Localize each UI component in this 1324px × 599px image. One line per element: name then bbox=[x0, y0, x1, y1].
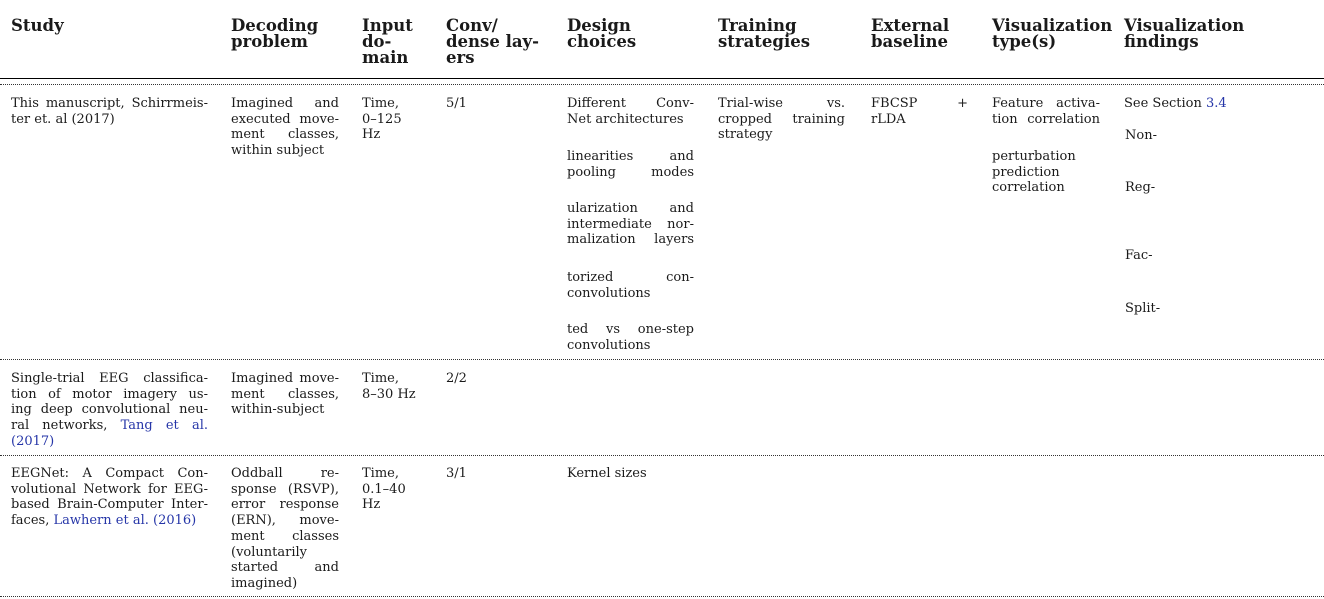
header-visualization-types: Visualization type(s) bbox=[992, 16, 1113, 51]
row1-visfind-item2: Reg- bbox=[1125, 180, 1156, 195]
header-rule-top bbox=[0, 78, 1324, 79]
row-divider-1 bbox=[0, 359, 1324, 360]
row1-design-item4: torized con- convolutions bbox=[567, 270, 694, 301]
header-conv-dense-layers: Conv/ dense lay- ers bbox=[446, 16, 539, 67]
section-link[interactable]: 3.4 bbox=[1206, 96, 1227, 111]
row2-study: Single-trial EEG classifica- tion of motor imagery us- ing deep convolutional neu- ral networks, Tang et al. (2017) bbox=[11, 371, 208, 449]
tang-citation-year[interactable]: (2017) bbox=[11, 433, 55, 449]
row1-design-item2: linearities and pooling modes bbox=[567, 149, 694, 180]
row3-study: EEGNet: A Compact Con- volutional Network for EEG- based Brain-Computer Inter- faces, Lawhern et al. (2016) bbox=[11, 466, 208, 529]
row1-design-item3: ularization and intermediate nor- malization layers bbox=[567, 201, 694, 248]
row1-visfind-item4: Split- bbox=[1125, 301, 1161, 316]
row1-study: This manuscript, Schirrmeis- ter et. al (2017) bbox=[11, 96, 208, 127]
row1-vistype-item1: Feature activa- tion correlation bbox=[992, 96, 1100, 127]
row2-conv: 2/2 bbox=[446, 371, 467, 386]
tang-citation-link[interactable]: Tang et al. bbox=[120, 418, 208, 434]
row1-visfind-item3: Fac- bbox=[1125, 248, 1153, 263]
header-rule-bottom bbox=[0, 84, 1324, 85]
row3-design: Kernel sizes bbox=[567, 466, 647, 481]
header-visualization-findings: Visualization findings bbox=[1124, 16, 1245, 51]
header-design-choices: Design choices bbox=[567, 16, 637, 51]
row1-design-item1: Different Conv- Net architectures bbox=[567, 96, 694, 127]
header-decoding-problem: Decoding problem bbox=[231, 16, 319, 51]
row1-visfind-item1: Non- bbox=[1125, 128, 1157, 143]
row1-training: Trial-wise vs. cropped training strategy bbox=[718, 96, 845, 143]
row2-decoding: Imagined move- ment classes, within-subject bbox=[231, 371, 339, 418]
row3-decoding: Oddball re- sponse (RSVP), error response (ERN), move- ment classes (voluntarily started and imagined) bbox=[231, 466, 339, 591]
row-divider-3 bbox=[0, 596, 1324, 597]
row1-vistype-item2: perturbation prediction correlation bbox=[992, 149, 1076, 196]
header-training-strategies: Training strategies bbox=[718, 16, 811, 51]
row1-conv: 5/1 bbox=[446, 96, 467, 111]
row1-decoding: Imagined and executed move- ment classes, within subject bbox=[231, 96, 339, 159]
row3-input: Time, 0.1–40 Hz bbox=[362, 466, 406, 513]
row-divider-2 bbox=[0, 455, 1324, 456]
header-input-domain: Input do- main bbox=[362, 16, 413, 67]
row2-input: Time, 8–30 Hz bbox=[362, 371, 416, 402]
row1-visfind-see-section: See Section 3.4 bbox=[1124, 96, 1227, 111]
row1-design-item5: ted vs one-step convolutions bbox=[567, 322, 694, 353]
lawhern-citation-link[interactable]: Lawhern et al. (2016) bbox=[53, 513, 197, 529]
row1-input: Time, 0–125 Hz bbox=[362, 96, 402, 143]
header-external-baseline: External baseline bbox=[871, 16, 950, 51]
row1-baseline: FBCSP + rLDA bbox=[871, 96, 968, 127]
header-study: Study bbox=[11, 16, 64, 35]
row3-conv: 3/1 bbox=[446, 466, 467, 481]
